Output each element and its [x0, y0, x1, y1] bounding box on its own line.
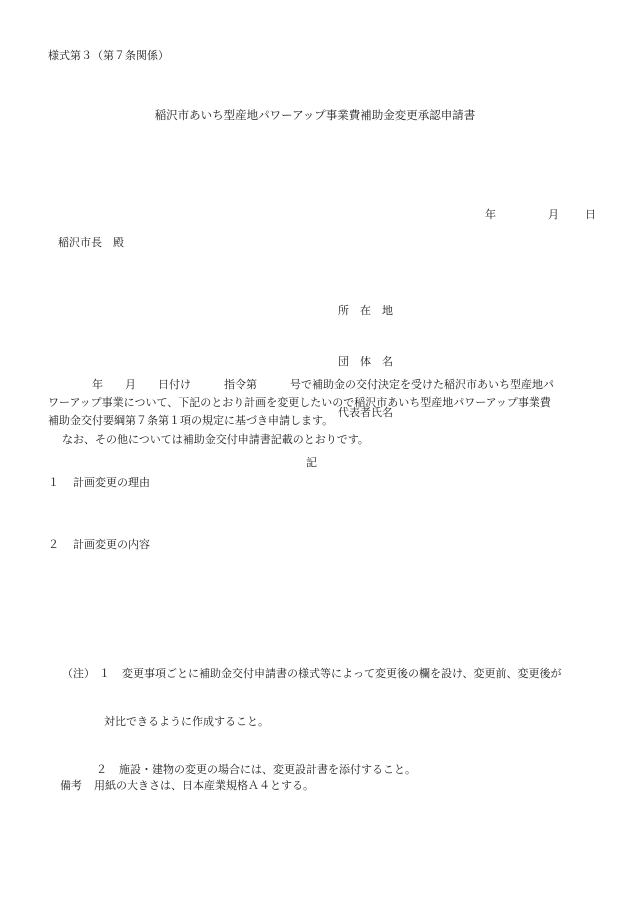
body-line-4: なお、その他については補助金交付申請書記載のとおりです。 [62, 433, 369, 446]
form-number: 様式第３（第７条関係） [48, 49, 169, 62]
note-text: 変更事項ごとに補助金交付申請書の様式等によって変更後の欄を設け、変更前、変更後が [122, 667, 562, 680]
item-number: １ [48, 476, 59, 489]
item-change-reason [48, 475, 150, 490]
applicant-block [338, 273, 393, 441]
item-number: ２ [48, 538, 59, 551]
ki-mark: 記 [306, 456, 317, 469]
item-label: 計画変更の内容 [73, 538, 150, 551]
note-number: １ [99, 667, 110, 680]
addressee: 稲沢市長 殿 [58, 236, 124, 249]
remarks [60, 778, 314, 793]
document-title: 稲沢市あいち型産地パワーアップ事業費補助金変更承認申請書 [154, 108, 476, 122]
note-row-1 [62, 666, 562, 684]
body-line-1: 年 月 日付け 指令第 号で補助金の交付決定を受けた稲沢市あいち型産地パ [92, 378, 554, 391]
item-change-content [48, 537, 150, 552]
date-month: 月 [548, 208, 559, 221]
remarks-label: 備考 [60, 779, 82, 792]
body-line-2: ワーアップ事業について、下記のとおり計画を変更したいので稲沢市あいち型産地パワーアップ事業費 [48, 396, 551, 409]
note-row-1-cont: 対比できるように作成すること。 [104, 715, 269, 728]
note-number: ２ [96, 763, 107, 776]
date-year: 年 [485, 208, 496, 221]
notes-label: （注） [62, 667, 95, 680]
item-label: 計画変更の理由 [73, 476, 150, 489]
date-day: 日 [585, 208, 596, 221]
applicant-representative-label: 代表者氏名 [338, 406, 393, 419]
notes-block [62, 636, 562, 795]
note-text: 施設・建物の変更の場合には、変更設計書を添付すること。 [119, 763, 416, 776]
applicant-address-label: 所 在 地 [338, 304, 393, 317]
applicant-organization-label: 団 体 名 [338, 355, 393, 368]
body-line-3: 補助金交付要綱第７条第１項の規定に基づき申請します。 [48, 414, 334, 427]
remarks-text: 用紙の大きさは、日本産業規格Ａ４とする。 [94, 779, 314, 792]
date-line [478, 192, 596, 222]
